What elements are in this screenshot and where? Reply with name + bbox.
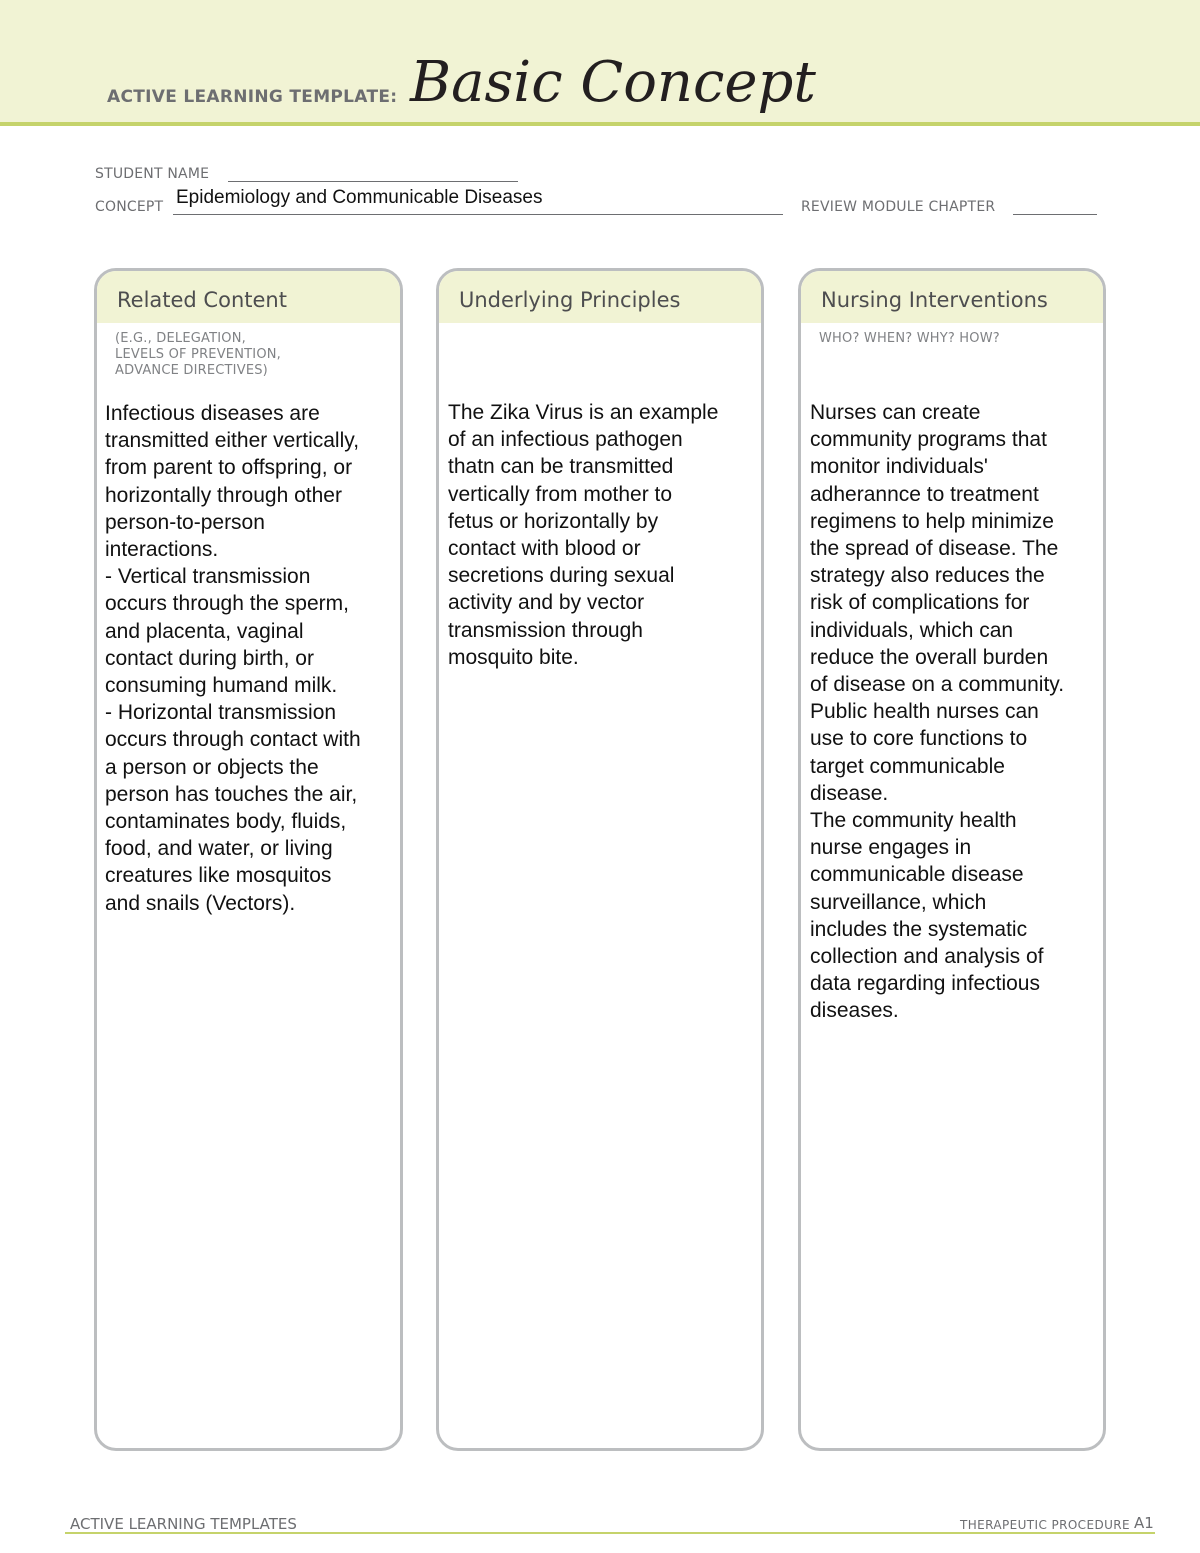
nursing-interventions-card (798, 268, 1106, 1451)
nursing-interventions-text[interactable]: Nurses can create community programs that monitor individuals' adherannce to treatment regimens to help minimize the spread of disease. The strategy also reduces the risk of complications for individuals, which can reduce the overall burden of disease on a community. Public health nurses can use to core functions to target communicable disease. The community health nurse engages in communicable disease surveillance, which includes the systematic collection and analysis of data regarding infectious diseases. (810, 401, 1065, 1023)
card-subtitle: WHO? WHEN? WHY? HOW? (819, 331, 1000, 346)
review-module-field[interactable] (1013, 214, 1097, 215)
review-module-label: REVIEW MODULE CHAPTER (801, 199, 996, 215)
underlying-principles-card (436, 268, 764, 1451)
student-name-label: STUDENT NAME (95, 166, 210, 182)
template-label: ACTIVE LEARNING TEMPLATE: (107, 87, 398, 107)
card-title: Underlying Principles (459, 288, 681, 312)
underlying-principles-text[interactable]: The Zika Virus is an example of an infectious pathogen thatn can be transmitted vertically from mother to fetus or horizontally by contact with blood or secretions during sexual activity and by vector transmission through mosquito bite. (448, 401, 719, 669)
student-name-field[interactable] (228, 181, 518, 182)
concept-value: Epidemiology and Communicable Diseases (176, 187, 543, 208)
footer-section: THERAPEUTIC PROCEDURE (960, 1518, 1130, 1532)
concept-label: CONCEPT (95, 199, 164, 215)
header-rule (0, 122, 1200, 126)
page-number: A1 (1134, 1514, 1154, 1532)
page-title: Basic Concept (410, 50, 816, 115)
related-content-card (94, 268, 403, 1451)
card-title: Related Content (117, 288, 287, 312)
card-title: Nursing Interventions (821, 288, 1048, 312)
footer-title: ACTIVE LEARNING TEMPLATES (70, 1515, 297, 1533)
related-content-text[interactable]: Infectious diseases are transmitted either vertically, from parent to offspring, or horizontally through other person-to-person interactions. - Vertical transmission occurs through the sperm, and placenta, vaginal contact during birth, or consuming humand milk. - Horizontal transmission occurs through contact with a person or objects the person has touches the air, contaminates body, fluids, food, and water, or living creatures like mosquitos and snails (Vectors). (105, 402, 361, 915)
concept-field[interactable] (173, 214, 783, 215)
card-subtitle: (E.G., DELEGATION, LEVELS OF PREVENTION, ADVANCE DIRECTIVES) (115, 331, 282, 378)
